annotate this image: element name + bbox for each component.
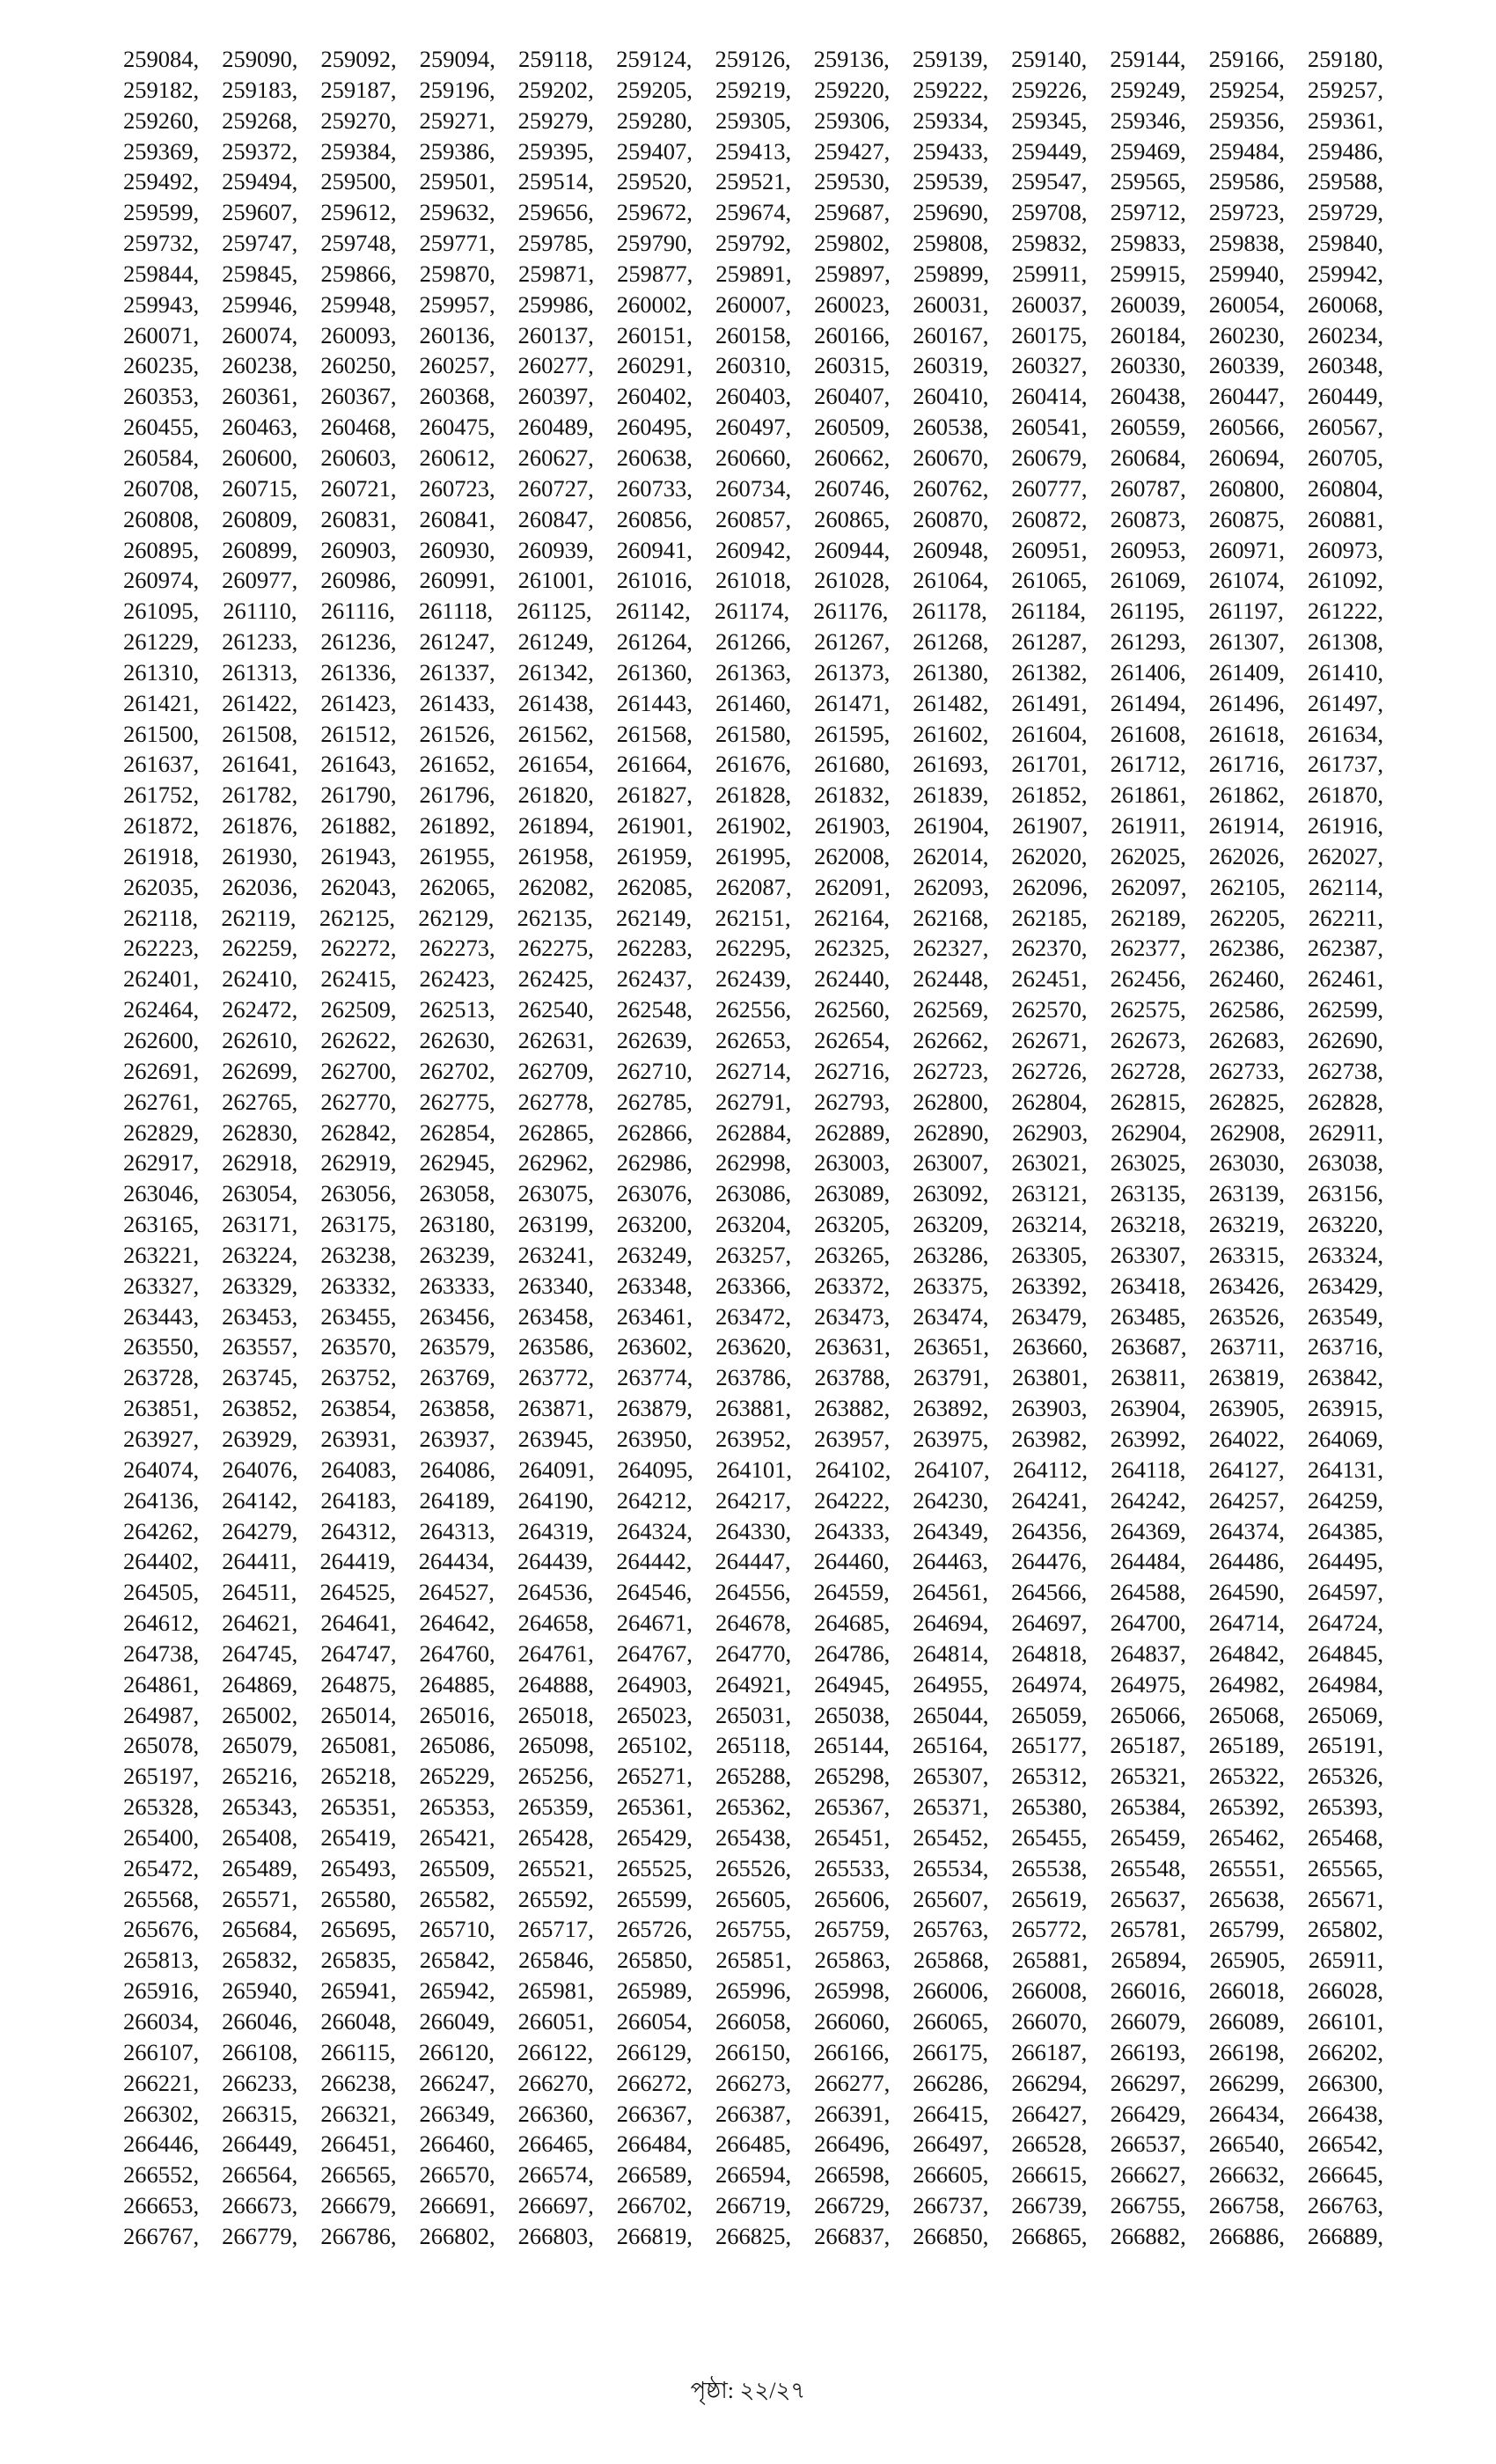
- number-line: 264987, 265002, 265014, 265016, 265018, 265023, 265031, 265038, 265044, 265059, 265066, 265068, 265069,: [123, 1701, 1383, 1728]
- number-line: 259369, 259372, 259384, 259386, 259395, 259407, 259413, 259427, 259433, 259449, 259469, 259484, 259486,: [123, 137, 1383, 165]
- number-line: 264402, 264411, 264419, 264434, 264439, 264442, 264447, 264460, 264463, 264476, 264484, 264486, 264495,: [123, 1548, 1383, 1575]
- number-line: 264738, 264745, 264747, 264760, 264761, 264767, 264770, 264786, 264814, 264818, 264837, 264842, 264845,: [123, 1639, 1383, 1667]
- number-line: 266446, 266449, 266451, 266460, 266465, 266484, 266485, 266496, 266497, 266528, 266537, 266540, 266542,: [123, 2130, 1383, 2158]
- number-line: 266107, 266108, 266115, 266120, 266122, 266129, 266150, 266166, 266175, 266187, 266193, 266198, 266202,: [123, 2038, 1383, 2065]
- number-line: 265676, 265684, 265695, 265710, 265717, 265726, 265755, 265759, 265763, 265772, 265781, 265799, 265802,: [123, 1916, 1383, 1943]
- number-line: 260974, 260977, 260986, 260991, 261001, 261016, 261018, 261028, 261064, 261065, 261069, 261074, 261092,: [123, 567, 1383, 594]
- number-line: 261500, 261508, 261512, 261526, 261562, 261568, 261580, 261595, 261602, 261604, 261608, 261618, 261634,: [123, 720, 1383, 747]
- number-line: 265197, 265216, 265218, 265229, 265256, 265271, 265288, 265298, 265307, 265312, 265321, 265322, 265326,: [123, 1763, 1383, 1790]
- number-line: 264612, 264621, 264641, 264642, 264658, 264671, 264678, 264685, 264694, 264697, 264700, 264714, 264724,: [123, 1610, 1383, 1637]
- number-line: 265472, 265489, 265493, 265509, 265521, 265525, 265526, 265533, 265534, 265538, 265548, 265551, 265565,: [123, 1854, 1383, 1881]
- number-line: 262761, 262765, 262770, 262775, 262778, 262785, 262791, 262793, 262800, 262804, 262815, 262825, 262828,: [123, 1088, 1383, 1115]
- number-line: 265813, 265832, 265835, 265842, 265846, 265850, 265851, 265863, 265868, 265881, 265894, 265905, 265911,: [123, 1947, 1383, 1974]
- number-line: 260895, 260899, 260903, 260930, 260939, 260941, 260942, 260944, 260948, 260951, 260953, 260971, 260973,: [123, 536, 1383, 563]
- number-line: 259182, 259183, 259187, 259196, 259202, 259205, 259219, 259220, 259222, 259226, 259249, 259254, 259257,: [123, 76, 1383, 103]
- number-line: 259260, 259268, 259270, 259271, 259279, 259280, 259305, 259306, 259334, 259345, 259346, 259356, 259361,: [123, 106, 1383, 134]
- number-line: 262600, 262610, 262622, 262630, 262631, 262639, 262653, 262654, 262662, 262671, 262673, 262683, 262690,: [123, 1027, 1383, 1053]
- number-line: 264074, 264076, 264083, 264086, 264091, 264095, 264101, 264102, 264107, 264112, 264118, 264127, 264131,: [123, 1456, 1383, 1483]
- number-line: 263046, 263054, 263056, 263058, 263075, 263076, 263086, 263089, 263092, 263121, 263135, 263139, 263156,: [123, 1180, 1383, 1207]
- number-line: 259844, 259845, 259866, 259870, 259871, 259877, 259891, 259897, 259899, 259911, 259915, 259940, 259942,: [123, 260, 1383, 287]
- number-line: 260708, 260715, 260721, 260723, 260727, 260733, 260734, 260746, 260762, 260777, 260787, 260800, 260804,: [123, 474, 1383, 502]
- number-line: 265568, 265571, 265580, 265582, 265592, 265599, 265605, 265606, 265607, 265619, 265637, 265638, 265671,: [123, 1885, 1383, 1912]
- number-line: 263550, 263557, 263570, 263579, 263586, 263602, 263620, 263631, 263651, 263660, 263687, 263711, 263716,: [123, 1333, 1383, 1360]
- number-line: 265328, 265343, 265351, 265353, 265359, 265361, 265362, 265367, 265371, 265380, 265384, 265392, 265393,: [123, 1793, 1383, 1821]
- number-line: 264136, 264142, 264183, 264189, 264190, 264212, 264217, 264222, 264230, 264241, 264242, 264257, 264259,: [123, 1486, 1383, 1514]
- number-line: 262917, 262918, 262919, 262945, 262962, 262986, 262998, 263003, 263007, 263021, 263025, 263030, 263038,: [123, 1149, 1383, 1177]
- number-line: 263927, 263929, 263931, 263937, 263945, 263950, 263952, 263957, 263975, 263982, 263992, 264022, 264069,: [123, 1425, 1383, 1452]
- number-line: 266767, 266779, 266786, 266802, 266803, 266819, 266825, 266837, 266850, 266865, 266882, 266886, 266889,: [123, 2222, 1383, 2249]
- number-line: 259943, 259946, 259948, 259957, 259986, 260002, 260007, 260023, 260031, 260037, 260039, 260054, 260068,: [123, 290, 1383, 318]
- number-list: [123, 44, 1383, 2252]
- number-line: 260235, 260238, 260250, 260257, 260277, 260291, 260310, 260315, 260319, 260327, 260330, 260339, 260348,: [123, 352, 1383, 379]
- page-number-footer: পৃষ্ঠা: ২২/২৭: [690, 2378, 806, 2403]
- number-line: 265400, 265408, 265419, 265421, 265428, 265429, 265438, 265451, 265452, 265455, 265459, 265462, 265468,: [123, 1823, 1383, 1851]
- number-line: 262118, 262119, 262125, 262129, 262135, 262149, 262151, 262164, 262168, 262185, 262189, 262205, 262211,: [123, 904, 1383, 931]
- number-line: 264861, 264869, 264875, 264885, 264888, 264903, 264921, 264945, 264955, 264974, 264975, 264982, 264984,: [123, 1670, 1383, 1698]
- number-line: 262829, 262830, 262842, 262854, 262865, 262866, 262884, 262889, 262890, 262903, 262904, 262908, 262911,: [123, 1118, 1383, 1146]
- number-line: 264262, 264279, 264312, 264313, 264319, 264324, 264330, 264333, 264349, 264356, 264369, 264374, 264385,: [123, 1517, 1383, 1544]
- number-line: 259492, 259494, 259500, 259501, 259514, 259520, 259521, 259530, 259539, 259547, 259565, 259586, 259588,: [123, 168, 1383, 195]
- number-line: 262223, 262259, 262272, 262273, 262275, 262283, 262295, 262325, 262327, 262370, 262377, 262386, 262387,: [123, 935, 1383, 962]
- number-line: 261310, 261313, 261336, 261337, 261342, 261360, 261363, 261373, 261380, 261382, 261406, 261409, 261410,: [123, 658, 1383, 686]
- number-line: 261229, 261233, 261236, 261247, 261249, 261264, 261266, 261267, 261268, 261287, 261293, 261307, 261308,: [123, 628, 1383, 656]
- number-line: 260808, 260809, 260831, 260841, 260847, 260856, 260857, 260865, 260870, 260872, 260873, 260875, 260881,: [123, 505, 1383, 532]
- number-line: 259084, 259090, 259092, 259094, 259118, 259124, 259126, 259136, 259139, 259140, 259144, 259166, 259180,: [123, 46, 1383, 72]
- number-line: 261637, 261641, 261643, 261652, 261654, 261664, 261676, 261680, 261693, 261701, 261712, 261716, 261737,: [123, 751, 1383, 778]
- number-line: 263327, 263329, 263332, 263333, 263340, 263348, 263366, 263372, 263375, 263392, 263418, 263426, 263429,: [123, 1272, 1383, 1299]
- number-line: 260071, 260074, 260093, 260136, 260137, 260151, 260158, 260166, 260167, 260175, 260184, 260230, 260234,: [123, 321, 1383, 348]
- number-line: 262464, 262472, 262509, 262513, 262540, 262548, 262556, 262560, 262569, 262570, 262575, 262586, 262599,: [123, 996, 1383, 1023]
- number-line: 261095, 261110, 261116, 261118, 261125, 261142, 261174, 261176, 261178, 261184, 261195, 261197, 261222,: [123, 598, 1383, 625]
- number-line: 265078, 265079, 265081, 265086, 265098, 265102, 265118, 265144, 265164, 265177, 265187, 265189, 265191,: [123, 1732, 1383, 1759]
- number-line: 263165, 263171, 263175, 263180, 263199, 263200, 263204, 263205, 263209, 263214, 263218, 263219, 263220,: [123, 1211, 1383, 1238]
- number-line: 259732, 259747, 259748, 259771, 259785, 259790, 259792, 259802, 259808, 259832, 259833, 259838, 259840,: [123, 230, 1383, 257]
- number-line: 266302, 266315, 266321, 266349, 266360, 266367, 266387, 266391, 266415, 266427, 266429, 266434, 266438,: [123, 2100, 1383, 2127]
- number-line: 260584, 260600, 260603, 260612, 260627, 260638, 260660, 260662, 260670, 260679, 260684, 260694, 260705,: [123, 444, 1383, 471]
- number-line: 263221, 263224, 263238, 263239, 263241, 263249, 263257, 263265, 263286, 263305, 263307, 263315, 263324,: [123, 1241, 1383, 1268]
- number-line: 266653, 266673, 266679, 266691, 266697, 266702, 266719, 266729, 266737, 266739, 266755, 266758, 266763,: [123, 2192, 1383, 2219]
- number-line: 264505, 264511, 264525, 264527, 264536, 264546, 264556, 264559, 264561, 264566, 264588, 264590, 264597,: [123, 1579, 1383, 1606]
- number-line: 263728, 263745, 263752, 263769, 263772, 263774, 263786, 263788, 263791, 263801, 263811, 263819, 263842,: [123, 1364, 1383, 1391]
- number-line: 261872, 261876, 261882, 261892, 261894, 261901, 261902, 261903, 261904, 261907, 261911, 261914, 261916,: [123, 812, 1383, 840]
- number-line: 266552, 266564, 266565, 266570, 266574, 266589, 266594, 266598, 266605, 266615, 266627, 266632, 266645,: [123, 2161, 1383, 2189]
- number-line: 261918, 261930, 261943, 261955, 261958, 261959, 261995, 262008, 262014, 262020, 262025, 262026, 262027,: [123, 842, 1383, 869]
- number-line: 260353, 260361, 260367, 260368, 260397, 260402, 260403, 260407, 260410, 260414, 260438, 260447, 260449,: [123, 383, 1383, 410]
- number-line: 265916, 265940, 265941, 265942, 265981, 265989, 265996, 265998, 266006, 266008, 266016, 266018, 266028,: [123, 1977, 1383, 2005]
- number-line: 262035, 262036, 262043, 262065, 262082, 262085, 262087, 262091, 262093, 262096, 262097, 262105, 262114,: [123, 873, 1383, 900]
- number-line: 262691, 262699, 262700, 262702, 262709, 262710, 262714, 262716, 262723, 262726, 262728, 262733, 262738,: [123, 1057, 1383, 1084]
- number-line: 266034, 266046, 266048, 266049, 266051, 266054, 266058, 266060, 266065, 266070, 266079, 266089, 266101,: [123, 2008, 1383, 2035]
- number-line: 261421, 261422, 261423, 261433, 261438, 261443, 261460, 261471, 261482, 261491, 261494, 261496, 261497,: [123, 689, 1383, 716]
- number-line: 260455, 260463, 260468, 260475, 260489, 260495, 260497, 260509, 260538, 260541, 260559, 260566, 260567,: [123, 414, 1383, 441]
- number-line: 261752, 261782, 261790, 261796, 261820, 261827, 261828, 261832, 261839, 261852, 261861, 261862, 261870,: [123, 781, 1383, 809]
- number-line: 262401, 262410, 262415, 262423, 262425, 262437, 262439, 262440, 262448, 262451, 262456, 262460, 262461,: [123, 965, 1383, 993]
- number-line: 266221, 266233, 266238, 266247, 266270, 266272, 266273, 266277, 266286, 266294, 266297, 266299, 266300,: [123, 2069, 1383, 2096]
- number-line: 263443, 263453, 263455, 263456, 263458, 263461, 263472, 263473, 263474, 263479, 263485, 263526, 263549,: [123, 1302, 1383, 1330]
- number-line: 263851, 263852, 263854, 263858, 263871, 263879, 263881, 263882, 263892, 263903, 263904, 263905, 263915,: [123, 1395, 1383, 1422]
- number-line: 259599, 259607, 259612, 259632, 259656, 259672, 259674, 259687, 259690, 259708, 259712, 259723, 259729,: [123, 199, 1383, 226]
